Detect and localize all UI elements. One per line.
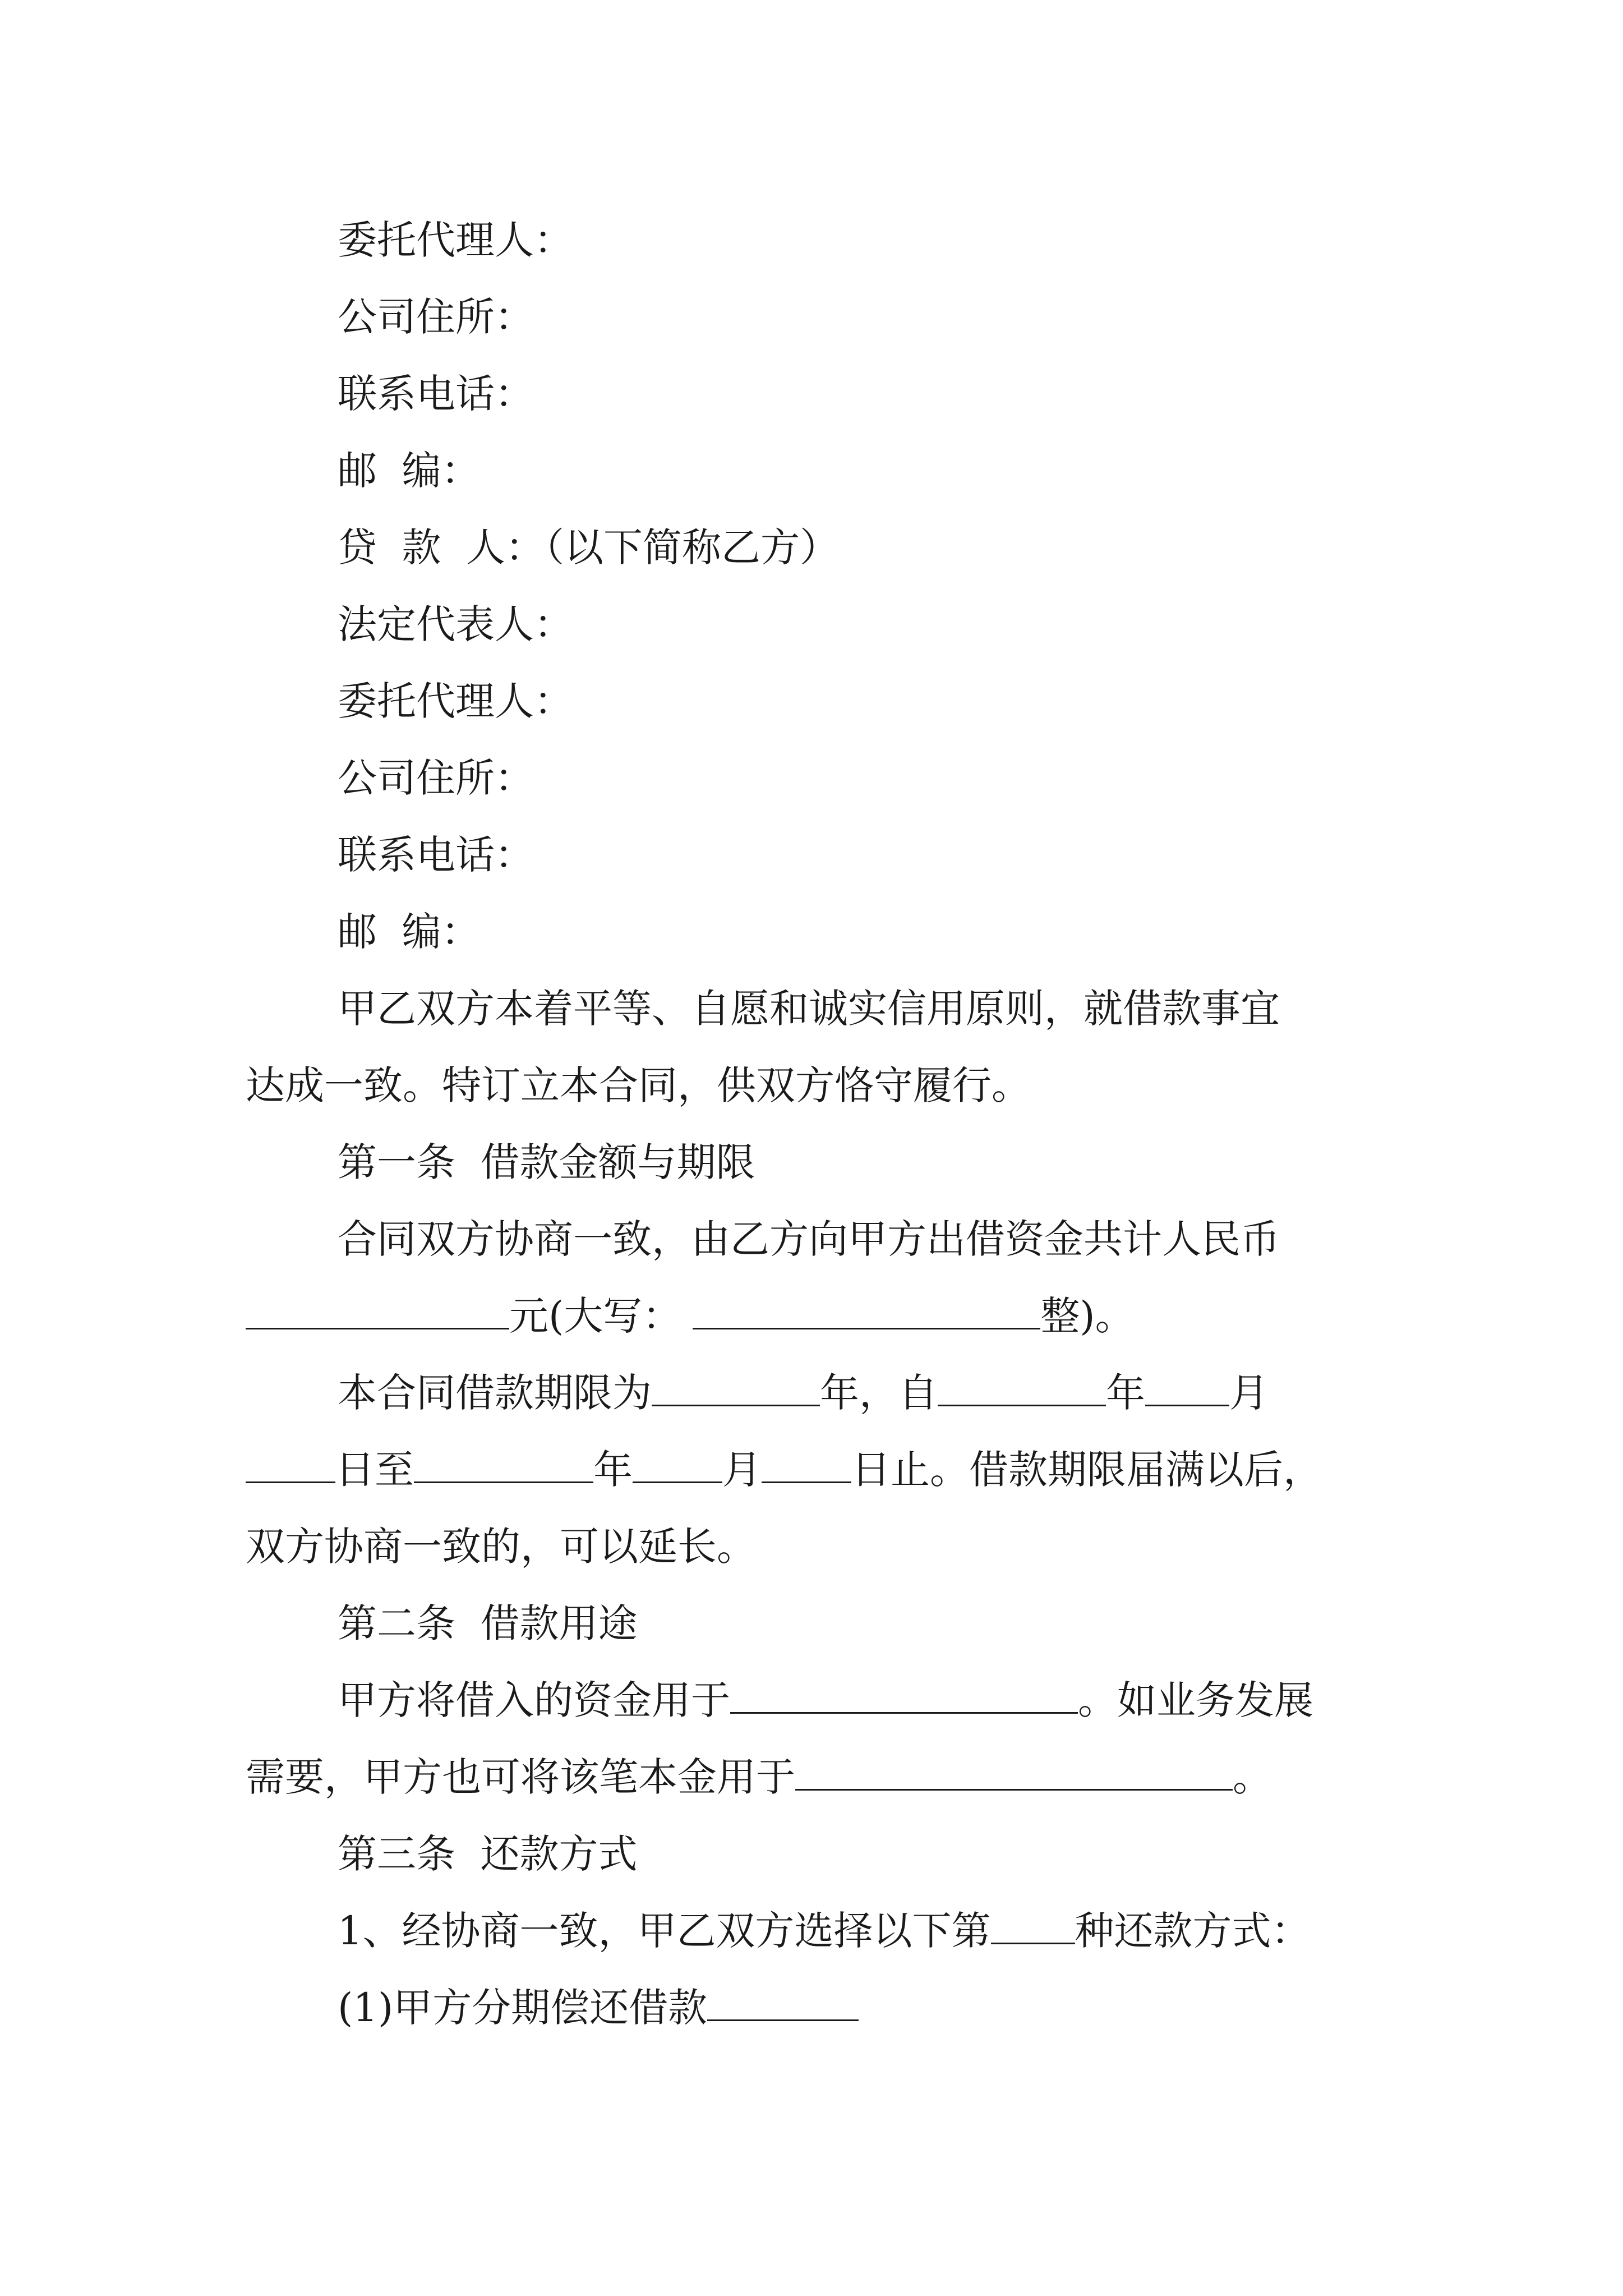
lender-legal-rep-label: 法定代表人： <box>338 601 573 647</box>
lender-postcode-label: 邮 编： <box>338 909 481 955</box>
installment-blank <box>707 1985 859 2021</box>
article-2-line-2 <box>246 1739 1390 1816</box>
end-month-blank <box>633 1447 722 1483</box>
start-month-blank <box>1145 1370 1229 1406</box>
option-end-text: 种还款方式： <box>1075 1908 1311 1954</box>
lender-phone-label: 联系电话： <box>338 832 534 878</box>
lender-title-label: 贷 款 人：（以下简称乙方） <box>338 524 840 570</box>
article-1-p2-line-3: 双方协商一致的，可以延长。 <box>246 1524 756 1570</box>
start-day-blank <box>246 1447 335 1483</box>
zheng-text: 整)。 <box>1040 1293 1135 1339</box>
preamble-line-2: 达成一致。特订立本合同，供双方恪守履行。 <box>246 1062 1031 1108</box>
borrower-agent-label: 委托代理人： <box>338 217 573 263</box>
amount-words-blank <box>693 1293 1040 1329</box>
end-year-blank <box>414 1447 593 1483</box>
borrower-postcode-label: 邮 编： <box>338 448 481 494</box>
year-from-text: 年，自 <box>820 1370 938 1416</box>
installment-text: (1)甲方分期偿还借款 <box>338 1985 708 2031</box>
yuan-text: 元(大写： <box>509 1293 682 1339</box>
article-1-heading: 第一条 借款金额与期限 <box>338 1139 755 1185</box>
article-1-p2-line-2 <box>246 1432 1390 1508</box>
term-years-blank <box>652 1370 820 1406</box>
purpose-blank <box>730 1677 1078 1714</box>
article-2-heading: 第二条 借款用途 <box>338 1600 638 1646</box>
borrower-phone-label: 联系电话： <box>338 371 534 417</box>
amount-blank <box>246 1293 509 1329</box>
article-3-item-2 <box>246 1970 1390 2046</box>
article-3-heading: 第三条 还款方式 <box>338 1831 638 1877</box>
end-day-blank <box>762 1447 851 1483</box>
borrower-address-label: 公司住所： <box>338 294 534 340</box>
end-month-text: 月 <box>722 1447 762 1493</box>
option-blank <box>991 1908 1075 1944</box>
day-to-text: 日至 <box>335 1447 414 1493</box>
lender-agent-label: 委托代理人： <box>338 678 573 724</box>
option-text: 1、经协商一致，甲乙双方选择以下第 <box>338 1908 991 1954</box>
article-1-p2-line-1 <box>246 1355 1390 1432</box>
alt-purpose-blank <box>795 1754 1233 1791</box>
start-year-blank <box>938 1370 1106 1406</box>
end-text: 日止。借款期限届满以后， <box>851 1447 1322 1493</box>
article-1-p1-line-1: 合同双方协商一致，由乙方向甲方出借资金共计人民币 <box>338 1216 1280 1262</box>
contract-body <box>246 202 1390 2046</box>
year-text: 年 <box>1106 1370 1145 1416</box>
term-text: 本合同借款期限为 <box>338 1370 652 1416</box>
purpose-text: 甲方将借入的资金用于 <box>338 1677 730 1723</box>
alt-purpose-text: 需要，甲方也可将该笔本金用于 <box>246 1754 795 1800</box>
end-year-text: 年 <box>593 1447 633 1493</box>
alt-purpose-end-text: 。 <box>1233 1754 1272 1800</box>
article-2-line-1 <box>246 1662 1390 1739</box>
preamble-line-1: 甲乙双方本着平等、自愿和诚实信用原则，就借款事宜 <box>338 986 1280 1032</box>
lender-address-label: 公司住所： <box>338 755 534 801</box>
article-1-p1-line-2 <box>246 1278 1390 1355</box>
article-3-item-1 <box>246 1893 1390 1970</box>
purpose-end-text: 。如业务发展 <box>1078 1677 1313 1723</box>
month-text: 月 <box>1229 1370 1269 1416</box>
